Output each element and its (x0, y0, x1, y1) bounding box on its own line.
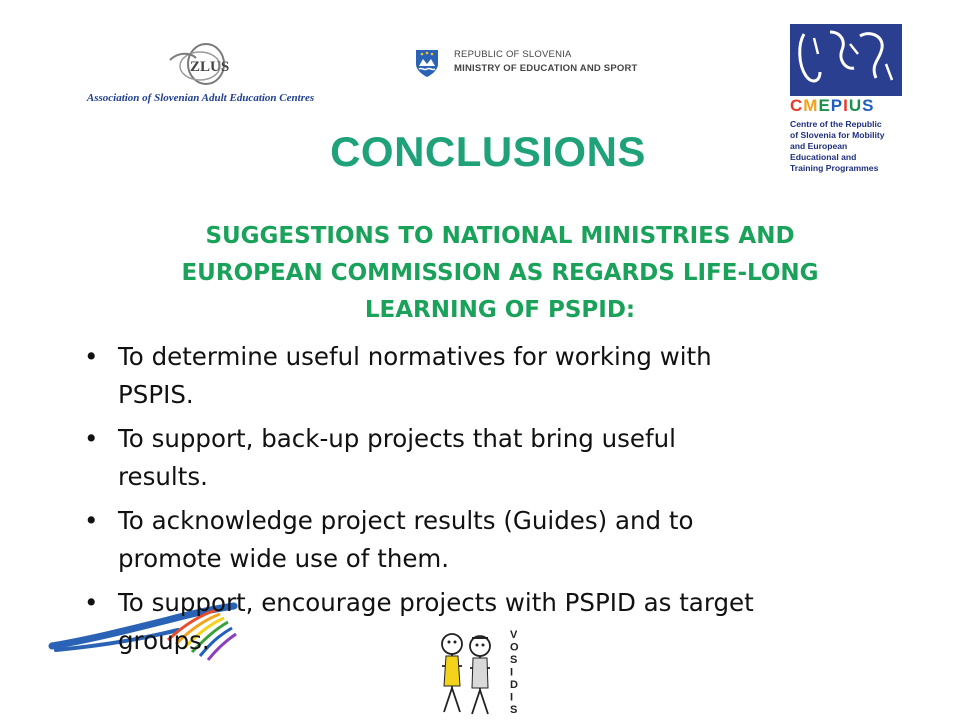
vosidis-logo (430, 626, 525, 720)
list-item-text: To acknowledge project results (Guides) and to (118, 506, 694, 535)
cmepius-caption-line: Training Programmes (790, 163, 879, 173)
subtitle-line: EUROPEAN COMMISSION AS REGARDS LIFE-LONG (181, 260, 819, 286)
bullet-icon: • (84, 424, 99, 453)
zlus-emblem-icon (78, 42, 323, 92)
zlus-mark-text: ZLUS (190, 59, 230, 75)
bullet-icon: • (84, 506, 99, 535)
list-item-text: groups. (118, 626, 210, 655)
ministry-line-1: REPUBLIC OF SLOVENIA (454, 49, 572, 60)
list-item-text: To support, back-up projects that bring useful (118, 424, 676, 453)
cmepius-brand (790, 96, 875, 116)
list-item-text: results. (118, 462, 208, 491)
bullet-list (84, 338, 884, 666)
list-item-text: To support, encourage projects with PSPID as target (118, 588, 754, 617)
list-item-text: PSPIS. (118, 380, 194, 409)
vosidis-figures-icon (430, 626, 525, 720)
cmepius-caption-line: of Slovenia for Mobility (790, 130, 885, 140)
list-item-text: To determine useful normatives for working with (118, 342, 712, 371)
cmepius-caption-line: Educational and (790, 152, 857, 162)
subtitle-line: LEARNING OF PSPID: (364, 297, 636, 323)
list-item-text: promote wide use of them. (118, 544, 450, 573)
list-item (84, 420, 884, 496)
ministry-logo (410, 47, 650, 79)
slovenia-coat-of-arms-icon (410, 47, 444, 79)
cmepius-emblem-icon (790, 24, 914, 96)
vosidis-text: V O S I D I S (510, 629, 519, 716)
subtitle-line: SUGGESTIONS TO NATIONAL MINISTRIES AND (205, 223, 795, 249)
bullet-icon: • (84, 588, 99, 617)
list-item (84, 502, 884, 578)
cmepius-caption-line: Centre of the Republic (790, 119, 882, 129)
slide-subtitle (140, 218, 860, 329)
list-item (84, 338, 884, 414)
bullet-icon: • (84, 342, 99, 371)
cmepius-brand-text: CMEPIUS (790, 96, 875, 115)
cmepius-caption-line: and European (790, 141, 848, 151)
zlus-logo (78, 42, 323, 110)
ministry-line-2: MINISTRY OF EDUCATION AND SPORT (454, 63, 638, 74)
zlus-caption: Association of Slovenian Adult Education Centres (86, 92, 315, 104)
slide-title: CONCLUSIONS (330, 128, 646, 175)
